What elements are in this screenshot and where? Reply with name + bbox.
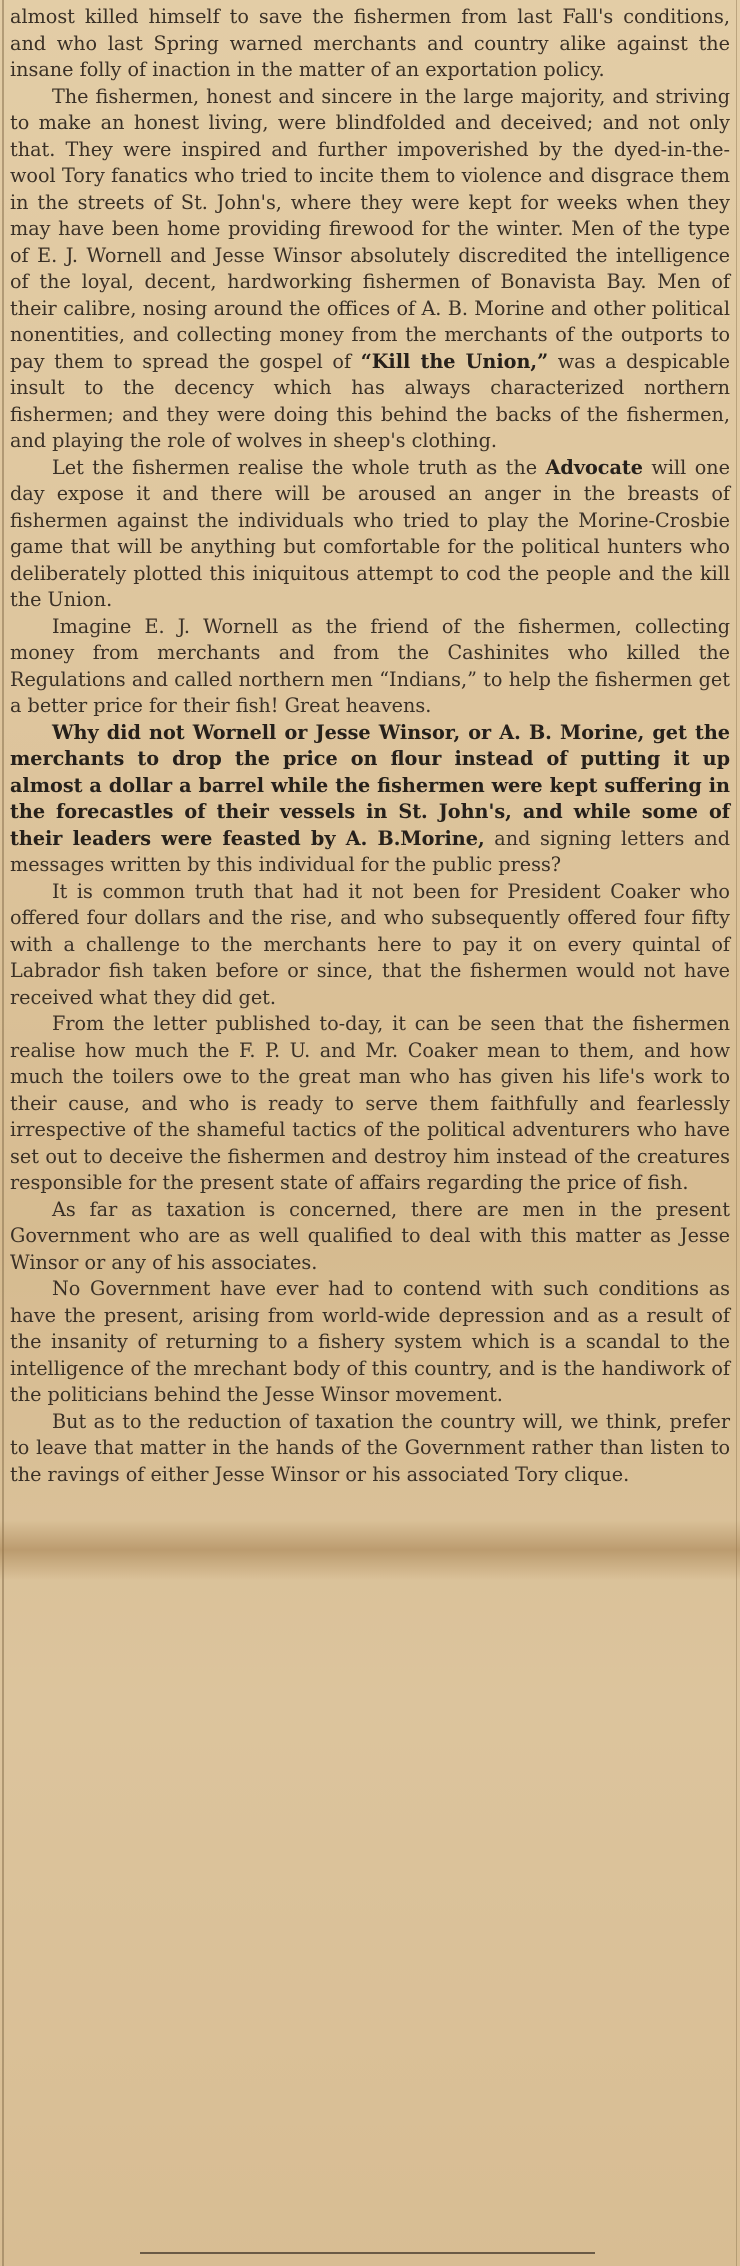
paragraph-5 [10, 720, 730, 879]
end-rule [140, 2252, 595, 2254]
paragraph-10: But as to the reduction of taxation the country will, we think, prefer to leave that matter in the hands of the Government rather than listen to the ravings of either Jesse Winsor or his associated Tory clique. [10, 1409, 730, 1486]
paragraph-3 [10, 455, 730, 614]
paragraph-1: almost killed himself to save the fishermen from last Fall's conditions, and who last Spring warned merchants and country alike against the insane folly of inaction in the matter of an exportation policy. [10, 5, 730, 81]
paragraph-2 [10, 84, 730, 455]
paragraph-2-text-b: was a despicable insult to the decency which has always characterized northern fishermen; and they were doing this behind the backs of the fishermen, and playing the role of wolves in sheep's clothing. [10, 349, 730, 452]
clipping-left-edge [2, 0, 4, 2266]
paragraph-5-bold: Why did not Wornell or Jesse Winsor, or A. B. Morine, get the merchants to drop the price on flour instead of putting it up almost a dollar a barrel while the fishermen were kept suffering in the forecastles of their vessels in St. John's, and while some of their leaders were feasted by A. B.Morine, [10, 720, 730, 850]
paragraph-8: As far as taxation is concerned, there are men in the present Government who are as well qualified to deal with this matter as Jesse Winsor or any of his associates. [10, 1197, 730, 1274]
paragraph-4: Imagine E. J. Wornell as the friend of the fishermen, collecting money from merchants and from the Cashinites who killed the Regulations and called northern men “Indians,” to help the fishermen get a better price for their fish! Great heavens. [10, 614, 730, 717]
advocate-name: Advocate [545, 455, 643, 479]
paragraph-3-text-b: will one day expose it and there will be aroused an anger in the breasts of fishermen against the individuals who tried to play the Morine-Crosbie game that will be anything but comfortable for the political hunters who deliberately plotted this iniquitous attempt to cod the people and the kill the Union. [10, 455, 730, 611]
paragraph-2-text-a: The fishermen, honest and sincere in the large majority, and striving to make an honest living, were blindfolded and deceived; and not only that. They were inspired and further impoverished by the dyed-in-the-wool Tory fanatics who tried to incite them to violence and disgrace them in the streets of St. John's, where they were kept for weeks when they may have been home providing firewood for the winter. Men of the type of E. J. Wornell and Jesse Winsor absolutely discredited the intelligence of the loyal, decent, hardworking fishermen of Bonavista Bay. Men of their calibre, nosing around the offices of A. B. Morine and other political nonentities, and collecting money from the merchants of the outports to pay them to spread the gospel of [10, 84, 730, 373]
paper-fold-stain [0, 1520, 740, 1580]
paragraph-9: No Government have ever had to contend with such conditions as have the present, arising from world-wide depression and as a result of the insanity of returning to a fishery system which is a scandal to the intelligence of the mrechant body of this country, and is the handiwork of the politicians behind the Jesse Winsor movement. [10, 1277, 730, 1406]
kill-the-union-quote: “Kill the Union,” [360, 349, 549, 373]
paragraph-7: From the letter published to-day, it can be seen that the fishermen realise how much the F. P. U. and Mr. Coaker mean to them, and how much the toilers owe to the great man who has given his life's work to their cause, and who is ready to serve them faithfully and fearlessly irrespective of the shameful tactics of the political adventurers who have set out to deceive the fishermen and destroy him instead of the creatures responsible for the present state of affairs regarding the price of fish. [10, 1012, 730, 1194]
article-body [10, 4, 730, 1488]
clipping-right-edge [736, 0, 737, 2266]
paragraph-6: It is common truth that had it not been for President Coaker who offered four dollars and the rise, and who subsequently offered four fifty with a challenge to the merchants here to pay it on every quintal of Labrador fish taken before or since, that the fishermen would not have received what they did get. [10, 879, 730, 1009]
paragraph-3-text-a: Let the fishermen realise the whole truth as the [52, 455, 546, 479]
paragraph-5-text: and signing letters and messages written by this individual for the public press? [10, 826, 730, 876]
